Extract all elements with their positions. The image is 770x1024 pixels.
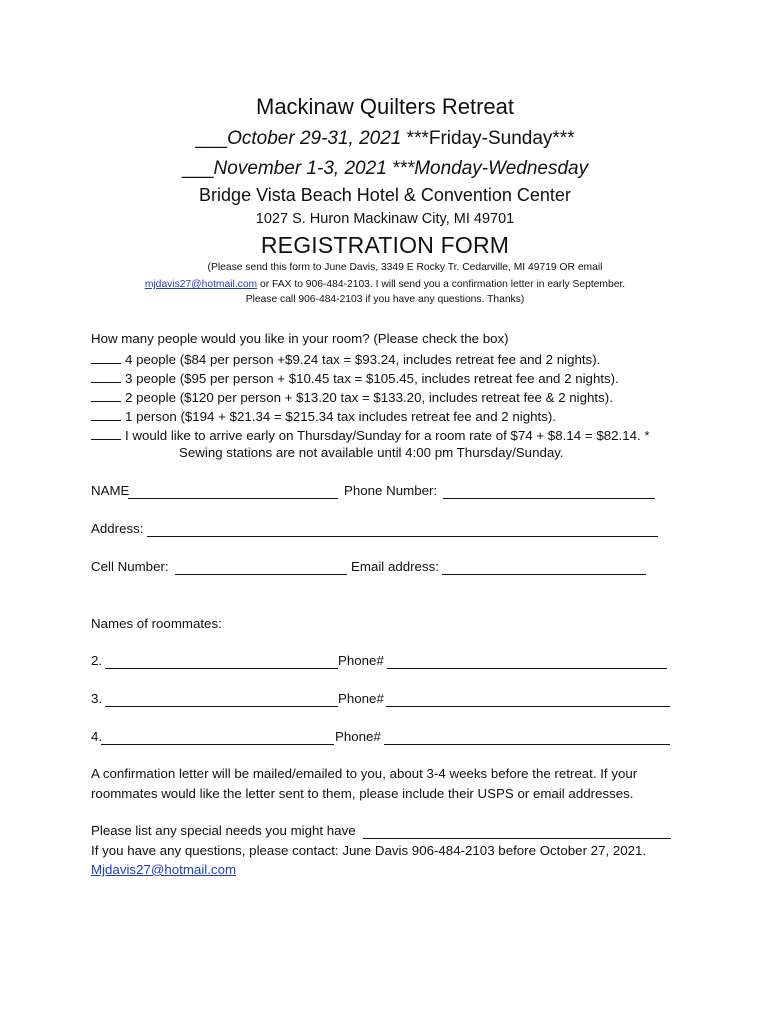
roommate-4-number: 4. <box>91 729 103 744</box>
roommate-2-number: 2. <box>91 653 103 668</box>
email-label: Email address: <box>351 559 439 574</box>
instructions-email-link[interactable]: mjdavis27@hotmail.com <box>144 279 258 290</box>
confirmation-note-line-2: roommates would like the letter sent to them, please include their USPS or email addresses. <box>91 786 634 801</box>
room-question: How many people would you like in your room? (Please check the box) <box>91 331 509 346</box>
date-option-october-blank[interactable]: ___ <box>195 128 228 149</box>
email-field[interactable] <box>442 573 646 575</box>
address-field[interactable] <box>147 535 658 537</box>
contact-email-line <box>91 862 236 877</box>
roommate-2-phone-label: Phone# <box>338 653 384 668</box>
venue-name: Bridge Vista Beach Hotel & Convention Center <box>199 185 571 205</box>
roommate-4-phone-label: Phone# <box>335 729 381 744</box>
date-option-october-dates: October 29-31, 2021 <box>227 128 402 149</box>
room-option-4-people <box>91 350 600 367</box>
form-heading: REGISTRATION FORM <box>260 232 510 258</box>
address-label: Address: <box>91 521 144 536</box>
date-option-october <box>0 128 770 150</box>
room-option-early-arrival <box>91 426 650 443</box>
roommate-4-name-field[interactable] <box>101 743 334 745</box>
roommate-3-phone-label: Phone# <box>338 691 384 706</box>
roommate-3-phone-field[interactable] <box>386 705 670 707</box>
room-option-2-people <box>91 388 613 405</box>
contact-email-link[interactable]: Mjdavis27@hotmail.com <box>91 862 237 877</box>
room-option-4-people-checkbox[interactable] <box>91 350 121 364</box>
instructions-line-1: (Please send this form to June Davis, 3349 E Rocky Tr. Cedarville, MI 49719 OR email <box>207 262 603 273</box>
room-option-1-person-checkbox[interactable] <box>91 407 121 421</box>
room-option-label: 4 people ($84 per person +$9.24 tax = $93.24, includes retreat fee and 2 nights). <box>125 352 601 367</box>
room-option-label: 1 person ($194 + $21.34 = $215.34 tax includes retreat fee and 2 nights). <box>125 409 556 424</box>
roommate-4-phone-field[interactable] <box>384 743 670 745</box>
room-option-label: 3 people ($95 per person + $10.45 tax = $105.45, includes retreat fee and 2 nights). <box>125 371 619 386</box>
room-option-early-arrival-checkbox[interactable] <box>91 426 121 440</box>
contact-note: If you have any questions, please contact: June Davis 906-484-2103 before October 27, 2021. <box>91 843 647 858</box>
page-title: Mackinaw Quilters Retreat <box>256 94 514 119</box>
roommates-heading: Names of roommates: <box>91 616 222 631</box>
special-needs-label: Please list any special needs you might have <box>91 823 356 838</box>
name-label: NAME <box>91 483 130 498</box>
room-option-3-people <box>91 369 619 386</box>
cell-field[interactable] <box>175 573 347 575</box>
instructions-line-2 <box>0 279 770 290</box>
name-field[interactable] <box>128 497 338 499</box>
room-option-2-people-checkbox[interactable] <box>91 388 121 402</box>
room-option-label: I would like to arrive early on Thursday/Sunday for a room rate of $74 + $8.14 = $82.14. * <box>125 428 650 443</box>
roommate-3-name-field[interactable] <box>105 705 338 707</box>
instructions-line-3: Please call 906-484-2103 if you have any questions. Thanks) <box>245 294 525 305</box>
date-option-november-blank[interactable]: ___ <box>181 158 214 179</box>
date-option-november-text: November 1-3, 2021 ***Monday-Wednesday <box>213 158 589 179</box>
instructions-fax-text: or FAX to 906-484-2103. I will send you a confirmation letter in early September. <box>257 279 626 290</box>
cell-label: Cell Number: <box>91 559 169 574</box>
roommate-2-name-field[interactable] <box>105 667 338 669</box>
roommate-2-phone-field[interactable] <box>387 667 667 669</box>
venue-address: 1027 S. Huron Mackinaw City, MI 49701 <box>255 211 515 227</box>
room-option-label: 2 people ($120 per person + $13.20 tax = $133.20, includes retreat fee & 2 nights). <box>125 390 613 405</box>
date-option-october-days: ***Friday-Sunday*** <box>401 128 575 149</box>
special-needs-field[interactable] <box>363 837 671 839</box>
roommate-3-number: 3. <box>91 691 103 706</box>
sewing-note: Sewing stations are not available until 4:00 pm Thursday/Sunday. <box>179 445 564 460</box>
phone-label: Phone Number: <box>344 483 438 498</box>
room-option-1-person <box>91 407 556 424</box>
confirmation-note-line-1: A confirmation letter will be mailed/emailed to you, about 3-4 weeks before the retreat. If your <box>91 766 638 781</box>
room-option-3-people-checkbox[interactable] <box>91 369 121 383</box>
phone-field[interactable] <box>443 497 655 499</box>
date-option-november <box>0 158 770 180</box>
